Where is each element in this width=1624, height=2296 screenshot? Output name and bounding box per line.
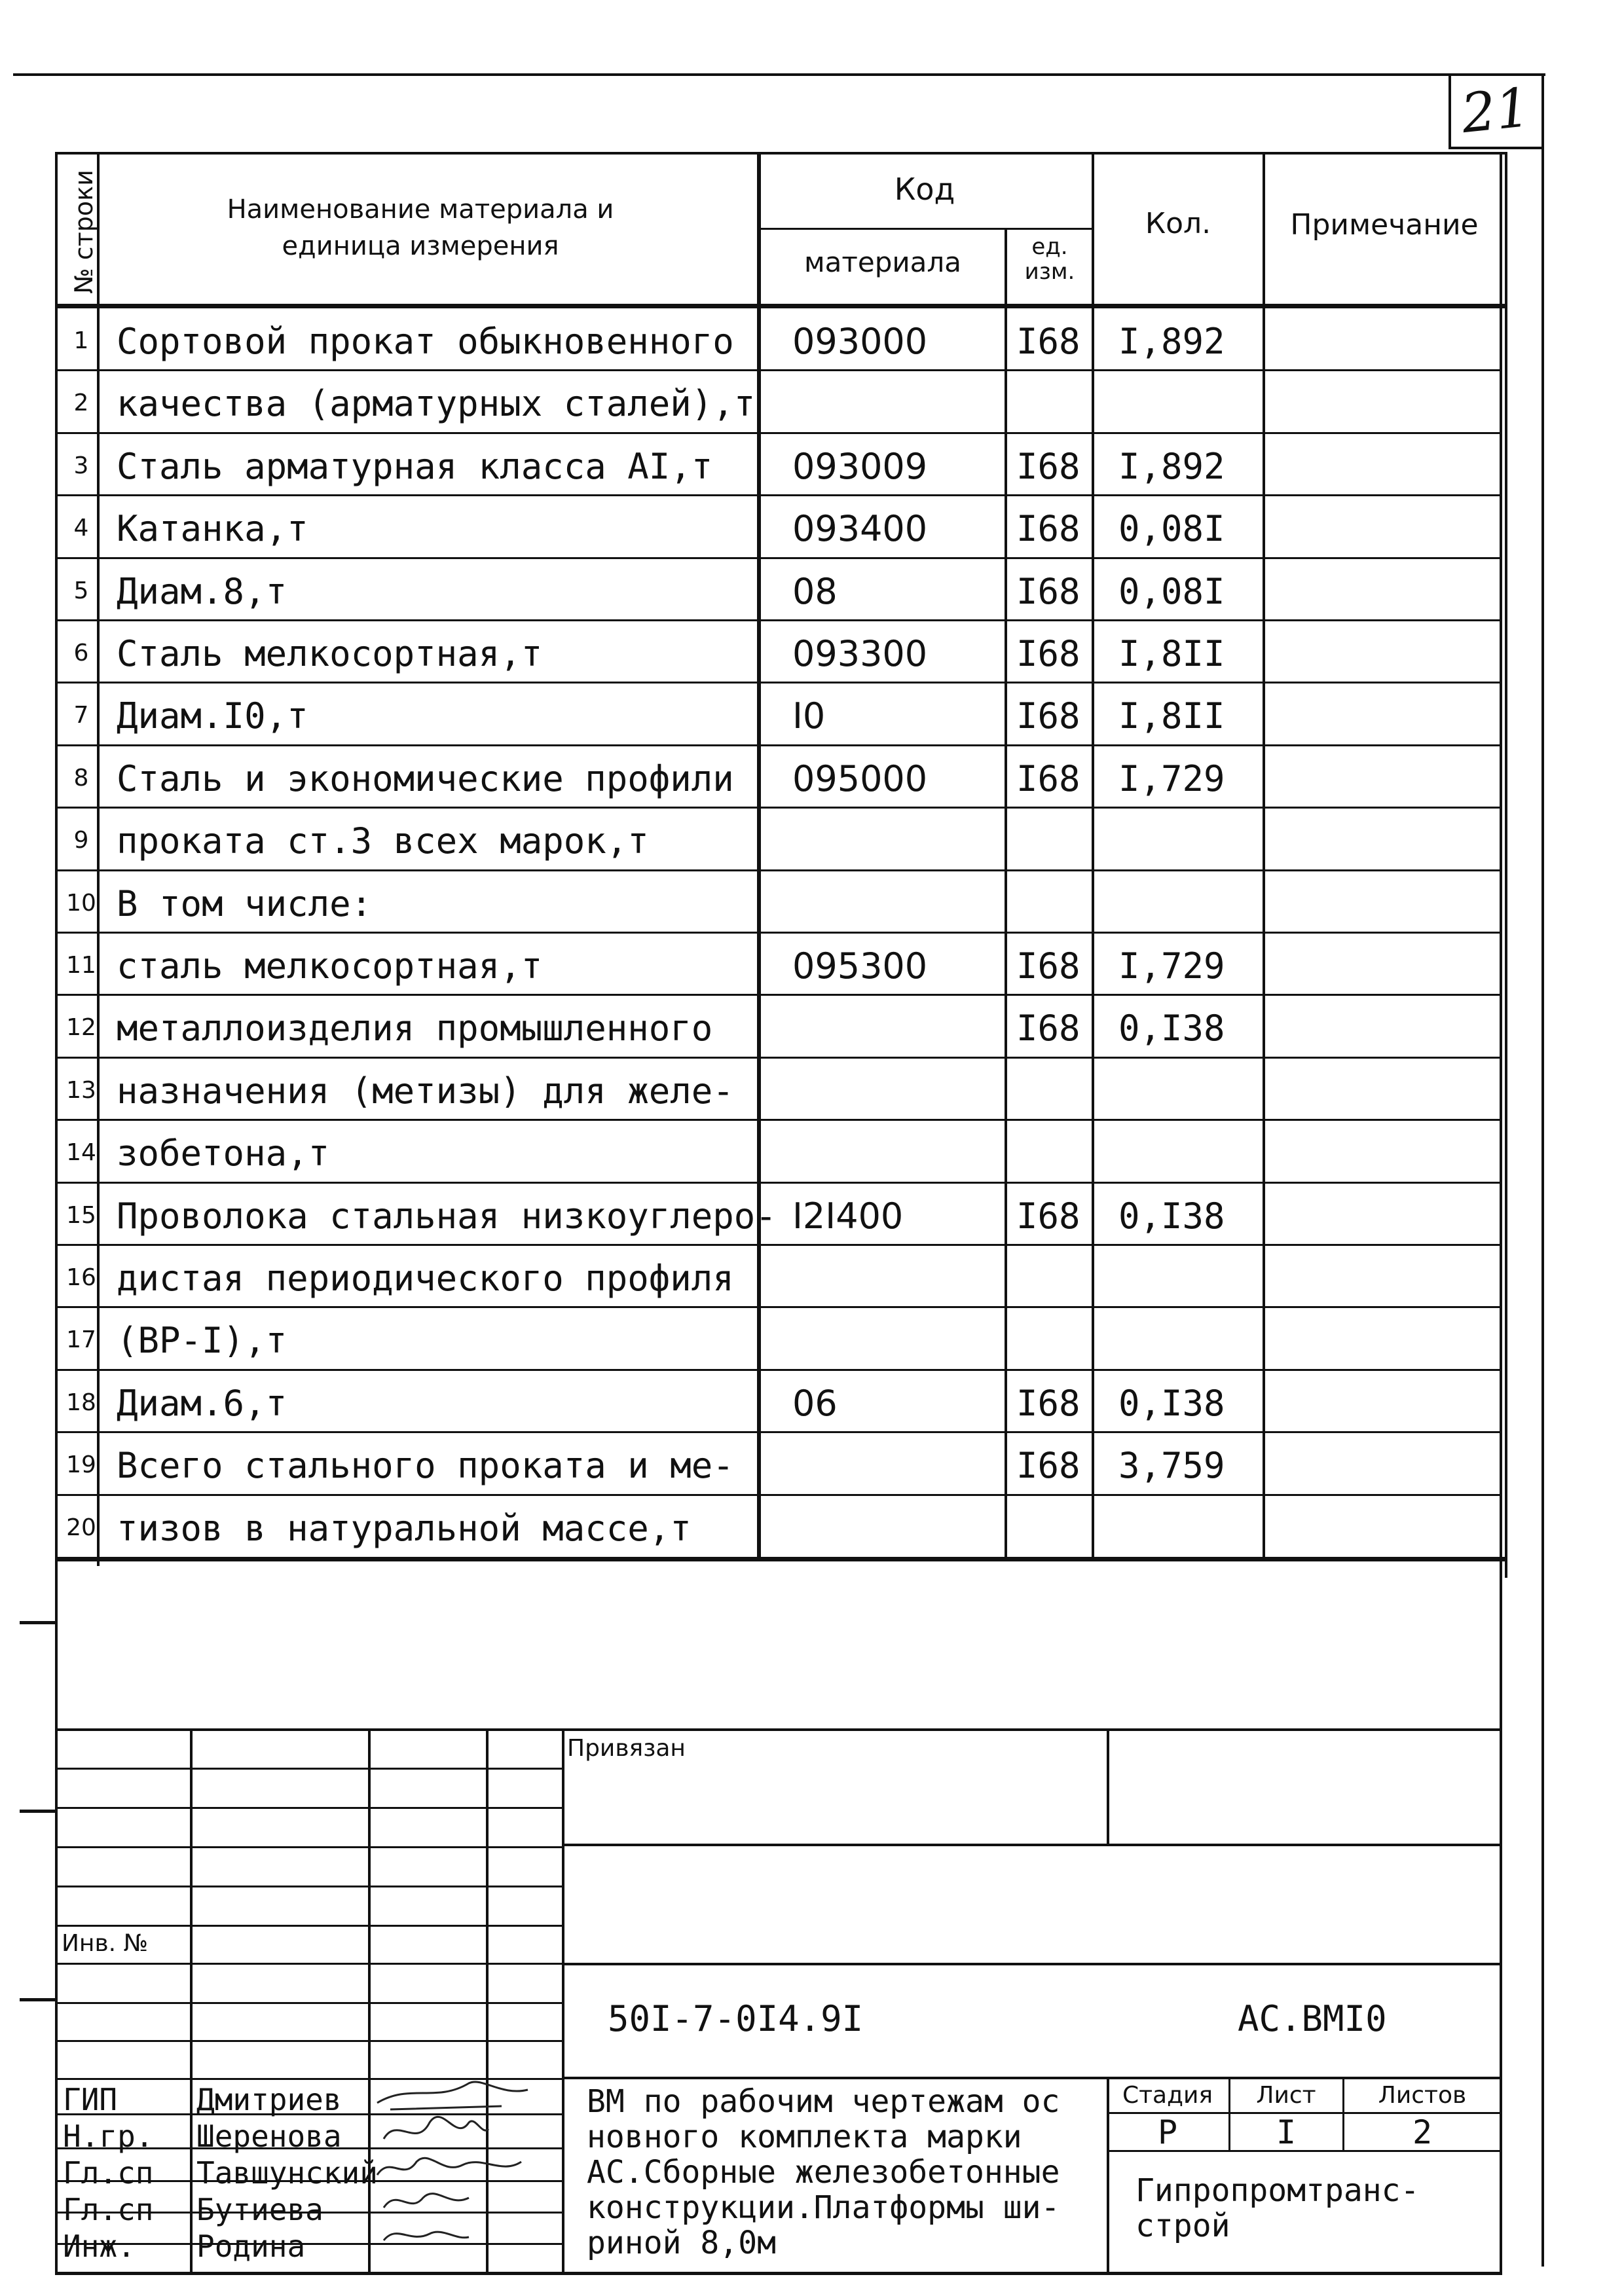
material-name: Диам.I0,т [117, 695, 308, 737]
row-number: 8 [73, 764, 89, 792]
material-name: дистая периодического профиля [117, 1258, 734, 1299]
material-name: зобетона,т [117, 1133, 330, 1175]
row-divider [55, 744, 1502, 746]
signer-role: ГИП [63, 2082, 118, 2117]
unit-code: I68 [1016, 1008, 1080, 1049]
signer-name: Родина [196, 2229, 306, 2264]
quantity: 0,I38 [1118, 1382, 1225, 1424]
row-divider [55, 1306, 1502, 1308]
material-name: Сортовой прокат обыкновенного [117, 321, 734, 362]
material-name: тизов в натуральной массе,т [117, 1507, 692, 1549]
row-number: 1 [73, 327, 89, 354]
unit-code: I68 [1016, 570, 1080, 612]
row-divider [55, 369, 1502, 371]
organization-line: Гипропромтранс- [1135, 2172, 1420, 2209]
doc-code: 50I-7-0I4.9I [608, 1998, 864, 2039]
row-number: 11 [66, 952, 96, 979]
top-border [13, 73, 1545, 76]
sheet-title-line: новного комплекта марки [587, 2119, 1022, 2155]
row-number: 12 [66, 1014, 96, 1042]
quantity: I,892 [1118, 321, 1225, 362]
row-number: 18 [66, 1389, 96, 1416]
header-name: Наименование материала и единица измерения [227, 194, 614, 261]
material-code: 06 [792, 1382, 838, 1424]
header-unit: ед. изм. [1024, 234, 1075, 285]
material-code: 093000 [792, 321, 928, 362]
sheets-label: Листов [1378, 2082, 1467, 2109]
header-code: Код [894, 172, 955, 207]
header-material: материала [803, 246, 961, 278]
row-number: 6 [73, 640, 89, 666]
sheet-title-line: риной 8,0м [587, 2225, 776, 2261]
signer-name: Тавшунский [196, 2155, 378, 2191]
row-divider [55, 1182, 1502, 1184]
row-number: 19 [66, 1451, 96, 1479]
material-name: Сталь арматурная класса AI,т [117, 445, 713, 487]
quantity: 0,I38 [1118, 1008, 1225, 1049]
row-number: 4 [73, 515, 89, 542]
material-name: Сталь и экономические профили [117, 757, 734, 799]
material-name: (ВР-I),т [117, 1320, 287, 1362]
row-divider [55, 1119, 1502, 1121]
signer-role: Гл.сп [63, 2155, 154, 2191]
stamp-grid-line [55, 1963, 563, 1965]
stamp-grid-line [55, 2002, 563, 2004]
row-number: 13 [66, 1076, 96, 1104]
row-divider [55, 619, 1502, 621]
signature-scribbles [371, 2077, 567, 2273]
row-number: 15 [66, 1201, 96, 1229]
header-row-number: № строки [69, 170, 98, 294]
material-name: сталь мелкосортная,т [117, 945, 543, 987]
row-number: 14 [66, 1139, 96, 1167]
sheet-title-line: конструкции.Платформы ши- [587, 2189, 1060, 2226]
row-number: 5 [73, 577, 89, 604]
unit-code: I68 [1016, 1382, 1080, 1424]
signer-role: Н.гр. [63, 2119, 154, 2154]
row-divider [55, 682, 1502, 683]
row-divider [55, 807, 1502, 809]
row-number: 3 [73, 452, 89, 479]
quantity: 0,I38 [1118, 1195, 1225, 1237]
unit-code: I68 [1016, 695, 1080, 737]
unit-code: I68 [1016, 508, 1080, 550]
page-number-box-bottom [1449, 147, 1544, 149]
signer-role: Инж. [63, 2229, 136, 2264]
material-code: 093300 [792, 633, 928, 674]
stage-label: Стадия [1122, 2082, 1213, 2109]
unit-code: I68 [1016, 945, 1080, 987]
material-name: Катанка,т [117, 508, 308, 550]
material-name: назначения (метизы) для желе- [117, 1070, 734, 1112]
stamp-grid-line [55, 1807, 563, 1809]
unit-code: I68 [1016, 445, 1080, 487]
row-number: 7 [73, 702, 89, 729]
right-border [1541, 73, 1544, 2267]
unit-code: I68 [1016, 633, 1080, 674]
stage-value: Р [1157, 2113, 1178, 2151]
material-name: металлоизделия промышленного [117, 1008, 713, 1049]
privyazan-label: Привязан [567, 1735, 686, 1762]
stamp-grid-line [55, 2040, 563, 2042]
quantity: 0,08I [1118, 508, 1225, 550]
material-code: 095300 [792, 945, 928, 987]
row-divider [55, 994, 1502, 996]
row-divider [55, 869, 1502, 871]
signer-role: Гл.сп [63, 2192, 154, 2227]
unit-code: I68 [1016, 1445, 1080, 1487]
drawing-mark: АС.ВМI0 [1238, 1998, 1387, 2039]
material-name: Диам.8,т [117, 570, 287, 612]
quantity: I,892 [1118, 445, 1225, 487]
material-name: Всего стального проката и ме- [117, 1445, 734, 1487]
material-code: 093009 [792, 445, 928, 487]
row-number: 10 [66, 889, 96, 917]
signer-name: Бутиева [196, 2192, 323, 2227]
material-name: качества (арматурных сталей),т [117, 383, 756, 425]
row-divider [55, 494, 1502, 496]
material-name: Сталь мелкосортная,т [117, 633, 543, 674]
unit-code: I68 [1016, 1195, 1080, 1237]
row-divider [55, 1244, 1502, 1246]
material-code: 093400 [792, 508, 928, 550]
row-number: 2 [73, 390, 89, 417]
quantity: I,8II [1118, 633, 1225, 674]
margin-tick [20, 1998, 55, 2001]
row-divider [55, 932, 1502, 934]
stamp-grid-line [55, 1846, 563, 1848]
row-divider [55, 432, 1502, 434]
material-code: 095000 [792, 757, 928, 799]
margin-tick [20, 1810, 55, 1813]
quantity: 3,759 [1118, 1445, 1225, 1487]
header-note: Примечание [1290, 208, 1479, 242]
row-number: 9 [73, 827, 89, 854]
material-code: I0 [792, 695, 826, 737]
material-name: Диам.6,т [117, 1382, 287, 1424]
signer-name: Дмитриев [196, 2082, 342, 2117]
quantity: I,729 [1118, 945, 1225, 987]
row-divider [55, 1494, 1502, 1496]
header-qty: Кол. [1145, 207, 1211, 240]
row-number: 17 [66, 1326, 96, 1354]
row-divider [55, 1369, 1502, 1371]
material-name: В том числе: [117, 883, 373, 924]
organization-line: строй [1135, 2208, 1230, 2244]
material-code: I2I400 [792, 1195, 904, 1237]
sheet-title-line: ВМ по рабочим чертежам ос [587, 2083, 1060, 2120]
page-number: 21 [1458, 76, 1534, 146]
material-code: 08 [792, 570, 838, 612]
row-number: 20 [66, 1514, 96, 1541]
inv-no-label: Инв. № [62, 1930, 149, 1957]
stamp-grid-line [55, 1925, 563, 1927]
quantity: I,729 [1118, 757, 1225, 799]
sheet-title-line: АС.Сборные железобетонные [587, 2154, 1060, 2191]
unit-code: I68 [1016, 757, 1080, 799]
margin-tick [20, 1621, 55, 1624]
sheet-label: Лист [1256, 2082, 1316, 2109]
sheet-value: I [1276, 2113, 1297, 2151]
row-divider [55, 1431, 1502, 1433]
material-name: Проволока стальная низкоуглеро- [117, 1195, 777, 1237]
signer-name: Шеренова [196, 2119, 342, 2154]
stamp-grid-line [55, 1886, 563, 1887]
material-name: проката ст.3 всех марок,т [117, 820, 649, 862]
quantity: I,8II [1118, 695, 1225, 737]
stamp-grid-line [55, 1768, 563, 1770]
quantity: 0,08I [1118, 570, 1225, 612]
page-number-box-left [1449, 73, 1451, 148]
unit-code: I68 [1016, 321, 1080, 362]
row-divider [55, 1057, 1502, 1059]
sheets-value: 2 [1412, 2113, 1433, 2151]
row-number: 16 [66, 1264, 96, 1291]
row-divider [55, 557, 1502, 559]
